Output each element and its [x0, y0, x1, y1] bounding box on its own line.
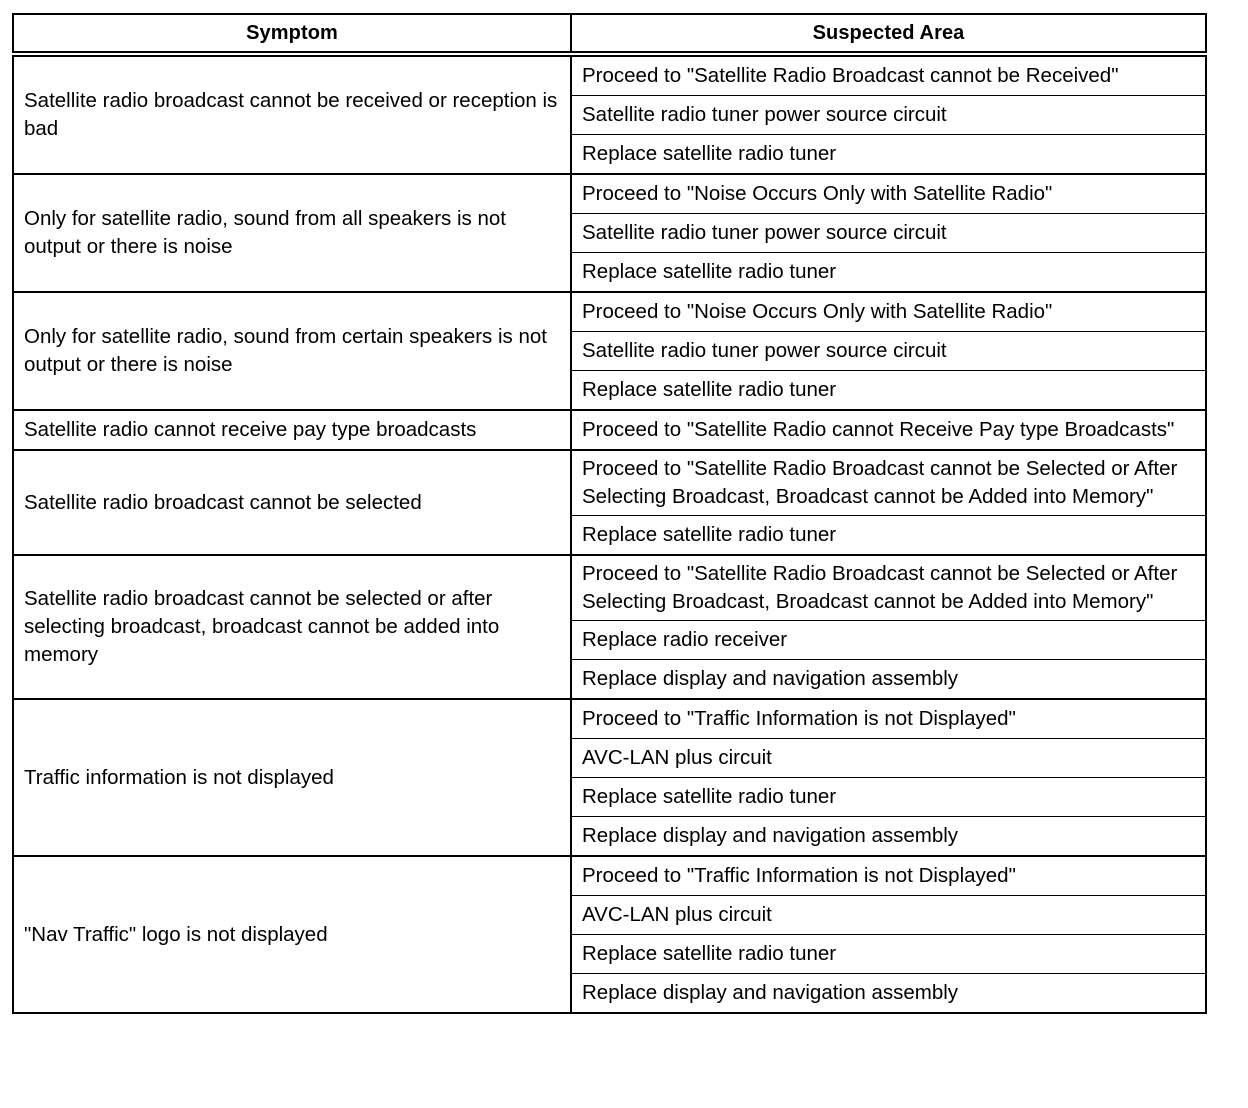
suspected-area-cell: Proceed to "Traffic Information is not Displayed" [571, 856, 1206, 896]
suspected-area-cell: Replace radio receiver [571, 621, 1206, 660]
table-row [13, 555, 1206, 621]
header-suspected-area: Suspected Area [571, 14, 1206, 54]
header-symptom: Symptom [13, 14, 571, 54]
symptom-cell: Traffic information is not displayed [13, 699, 571, 856]
table-row [13, 410, 1206, 450]
suspected-area-cell: Replace display and navigation assembly [571, 660, 1206, 700]
suspected-area-cell: Proceed to "Satellite Radio Broadcast cannot be Selected or After Selecting Broadcast, Broadcast cannot be Added into Memory" [571, 450, 1206, 516]
suspected-area-cell: Replace satellite radio tuner [571, 778, 1206, 817]
suspected-area-cell: Replace satellite radio tuner [571, 253, 1206, 293]
symptom-cell: Only for satellite radio, sound from all speakers is not output or there is noise [13, 174, 571, 292]
suspected-area-cell: Replace satellite radio tuner [571, 135, 1206, 175]
suspected-area-cell: Replace display and navigation assembly [571, 974, 1206, 1014]
suspected-area-cell: Satellite radio tuner power source circuit [571, 332, 1206, 371]
suspected-area-cell: Proceed to "Traffic Information is not Displayed" [571, 699, 1206, 739]
table-row [13, 174, 1206, 214]
header-row [13, 14, 1206, 54]
suspected-area-cell: Replace display and navigation assembly [571, 817, 1206, 857]
symptom-cell: Only for satellite radio, sound from certain speakers is not output or there is noise [13, 292, 571, 410]
symptom-cell: Satellite radio broadcast cannot be selected or after selecting broadcast, broadcast cannot be added into memory [13, 555, 571, 699]
suspected-area-cell: Replace satellite radio tuner [571, 935, 1206, 974]
symptom-cell: Satellite radio broadcast cannot be selected [13, 450, 571, 555]
symptom-cell: "Nav Traffic" logo is not displayed [13, 856, 571, 1013]
suspected-area-cell: Proceed to "Noise Occurs Only with Satellite Radio" [571, 292, 1206, 332]
symptom-cell: Satellite radio cannot receive pay type broadcasts [13, 410, 571, 450]
suspected-area-cell: Replace satellite radio tuner [571, 371, 1206, 411]
table-row [13, 856, 1206, 896]
suspected-area-cell: Replace satellite radio tuner [571, 516, 1206, 556]
table-body [13, 54, 1206, 1013]
table-row [13, 292, 1206, 332]
suspected-area-cell: AVC-LAN plus circuit [571, 896, 1206, 935]
symptom-table [12, 13, 1207, 1014]
table-row [13, 699, 1206, 739]
suspected-area-cell: Satellite radio tuner power source circuit [571, 214, 1206, 253]
table-row [13, 54, 1206, 96]
symptom-cell: Satellite radio broadcast cannot be received or reception is bad [13, 54, 571, 174]
suspected-area-cell: AVC-LAN plus circuit [571, 739, 1206, 778]
table-header [13, 14, 1206, 54]
suspected-area-cell: Satellite radio tuner power source circuit [571, 96, 1206, 135]
suspected-area-cell: Proceed to "Noise Occurs Only with Satellite Radio" [571, 174, 1206, 214]
table-row [13, 450, 1206, 516]
suspected-area-cell: Proceed to "Satellite Radio cannot Receive Pay type Broadcasts" [571, 410, 1206, 450]
suspected-area-cell: Proceed to "Satellite Radio Broadcast cannot be Selected or After Selecting Broadcast, Broadcast cannot be Added into Memory" [571, 555, 1206, 621]
suspected-area-cell: Proceed to "Satellite Radio Broadcast cannot be Received" [571, 54, 1206, 96]
